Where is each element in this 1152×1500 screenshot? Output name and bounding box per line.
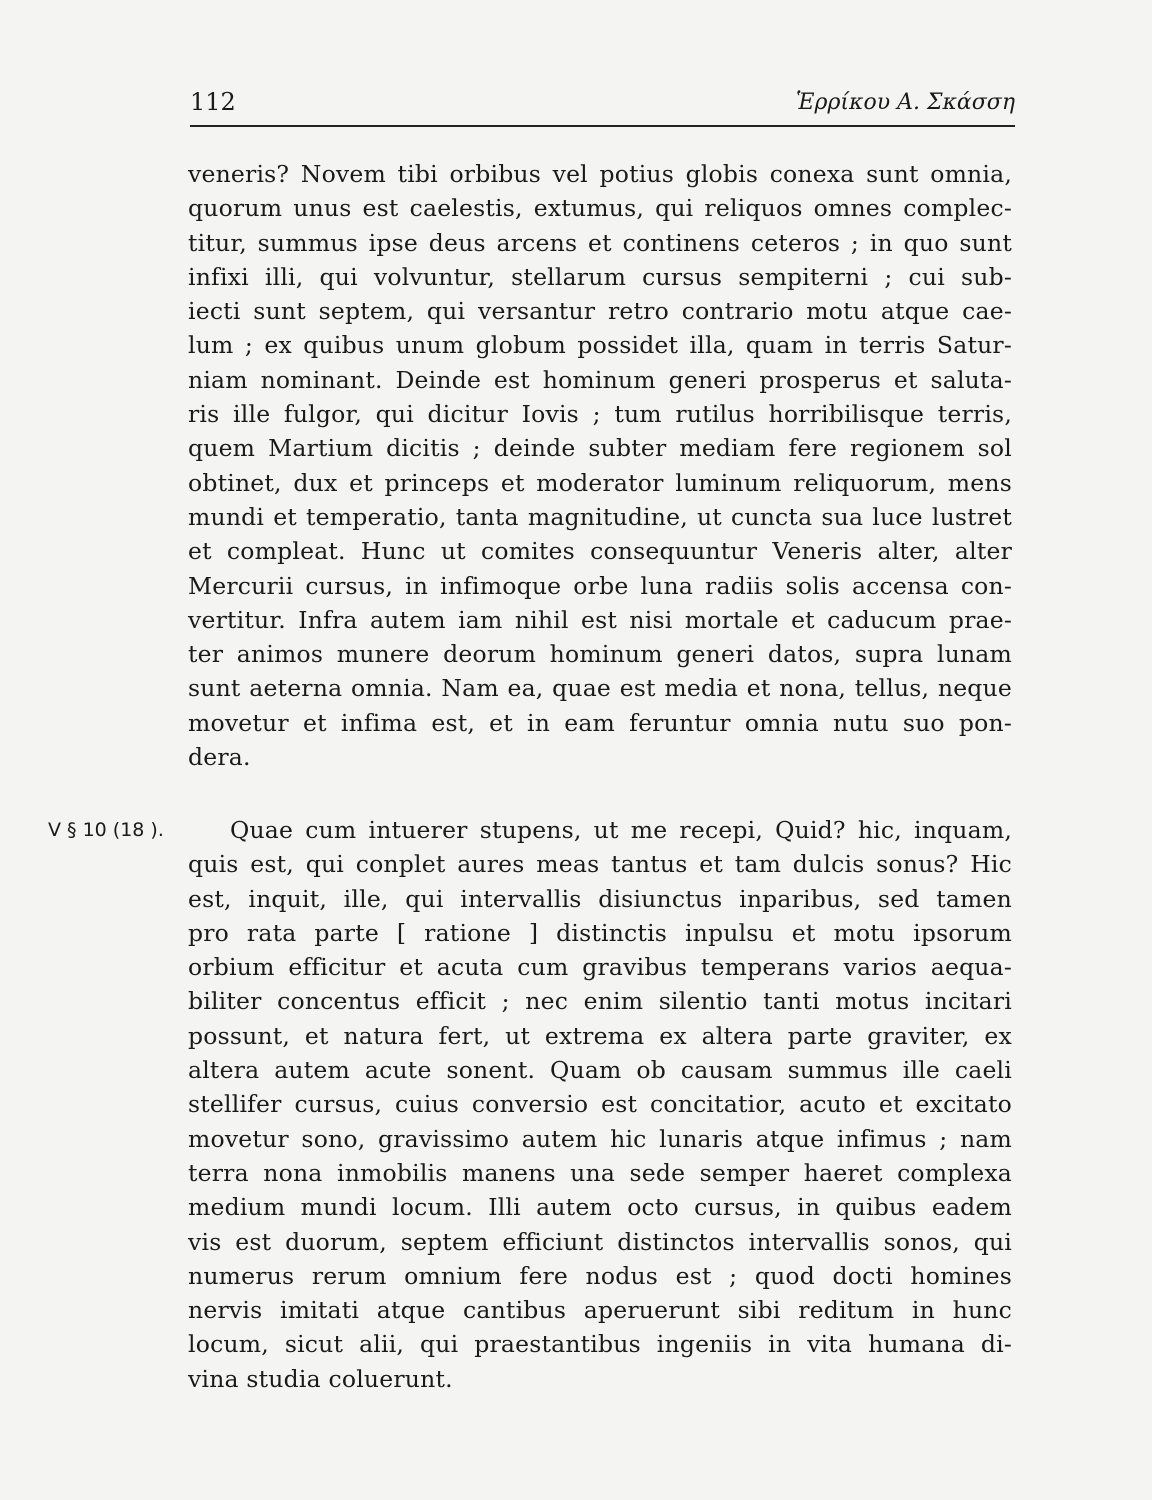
text-line: possunt, et natura fert, ut extrema ex altera parte graviter, ex — [188, 1021, 1012, 1050]
text-line: orbium efficitur et acuta cum gravibus temperans varios aequa- — [188, 953, 1012, 982]
text-line: mundi et temperatio, tanta magnitudine, ut cuncta sua luce lustret — [188, 502, 1012, 531]
running-title: Ἑρρίκου Α. Σκάσση — [796, 90, 1015, 115]
text-line: ris ille fulgor, qui dicitur Iovis ; tum rutilus horribilisque terris, — [188, 400, 1012, 429]
text-line: Quae cum intuerer stupens, ut me recepi, Quid? hic, inquam, — [230, 816, 1012, 844]
text-line: altera autem acute sonent. Quam ob causam summus ille caeli — [188, 1056, 1012, 1085]
text-line: est, inquit, ille, qui intervallis disiunctus inparibus, sed tamen — [188, 884, 1012, 913]
text-line: Mercurii cursus, in infimoque orbe luna radiis solis accensa con- — [188, 571, 1012, 600]
text-line: dera. — [188, 743, 251, 772]
text-line: infixi illi, qui volvuntur, stellarum cursus sempiterni ; cui sub- — [188, 262, 1012, 291]
page-number: 112 — [190, 88, 236, 116]
text-line: quorum unus est caelestis, extumus, qui reliquos omnes complec- — [188, 194, 1012, 223]
text-line: biliter concentus efficit ; nec enim silentio tanti motus incitari — [188, 987, 1012, 1016]
text-line: terra nona inmobilis manens una sede semper haeret complexa — [188, 1158, 1012, 1187]
paragraph — [188, 813, 1012, 1396]
text-line: locum, sicut alii, qui praestantibus ingeniis in vita humana di- — [188, 1330, 1012, 1359]
text-line: pro rata parte [ ratione ] distinctis inpulsu et motu ipsorum — [188, 918, 1012, 947]
text-line: titur, summus ipse deus arcens et continens ceteros ; in quo sunt — [188, 228, 1012, 257]
text-line: numerus rerum omnium fere nodus est ; quod docti homines — [188, 1261, 1012, 1290]
text-line: et compleat. Hunc ut comites consequuntur Veneris alter, alter — [188, 537, 1012, 566]
text-line: vertitur. Infra autem iam nihil est nisi mortale et caducum prae- — [188, 605, 1012, 634]
text-line: quis est, qui conplet aures meas tantus et tam dulcis sonus? Hic — [188, 850, 1012, 879]
header-rule — [190, 125, 1015, 127]
section-label: V § 10 (18 ). — [48, 819, 164, 841]
text-line: niam nominant. Deinde est hominum generi prosperus et saluta- — [188, 365, 1012, 394]
text-line: iecti sunt septem, qui versantur retro contrario motu atque cae- — [188, 297, 1012, 326]
text-line: sunt aeterna omnia. Nam ea, quae est media et nona, tellus, neque — [188, 674, 1012, 703]
text-line: veneris? Novem tibi orbibus vel potius globis conexa sunt omnia, — [188, 160, 1012, 188]
text-line: movetur sono, gravissimo autem hic lunaris atque infimus ; nam — [188, 1124, 1012, 1153]
text-line: ter animos munere deorum hominum generi datos, supra lunam — [188, 640, 1012, 669]
text-line: vis est duorum, septem efficiunt distinctos intervallis sonos, qui — [188, 1227, 1012, 1256]
text-line: vina studia coluerunt. — [188, 1364, 453, 1393]
text-line: nervis imitati atque cantibus aperuerunt sibi reditum in hunc — [188, 1296, 1012, 1325]
page-header — [190, 88, 1015, 128]
text-line: stellifer cursus, cuius conversio est concitatior, acuto et excitato — [188, 1090, 1012, 1119]
text-line: movetur et infima est, et in eam feruntur omnia nutu suo pon- — [188, 708, 1012, 737]
text-line: quem Martium dicitis ; deinde subter mediam fere regionem sol — [188, 434, 1012, 463]
text-line: medium mundi locum. Illi autem octo cursus, in quibus eadem — [188, 1193, 1012, 1222]
text-line: lum ; ex quibus unum globum possidet illa, quam in terris Satur- — [188, 331, 1012, 360]
paragraph — [188, 157, 1012, 774]
text-line: obtinet, dux et princeps et moderator luminum reliquorum, mens — [188, 468, 1012, 497]
